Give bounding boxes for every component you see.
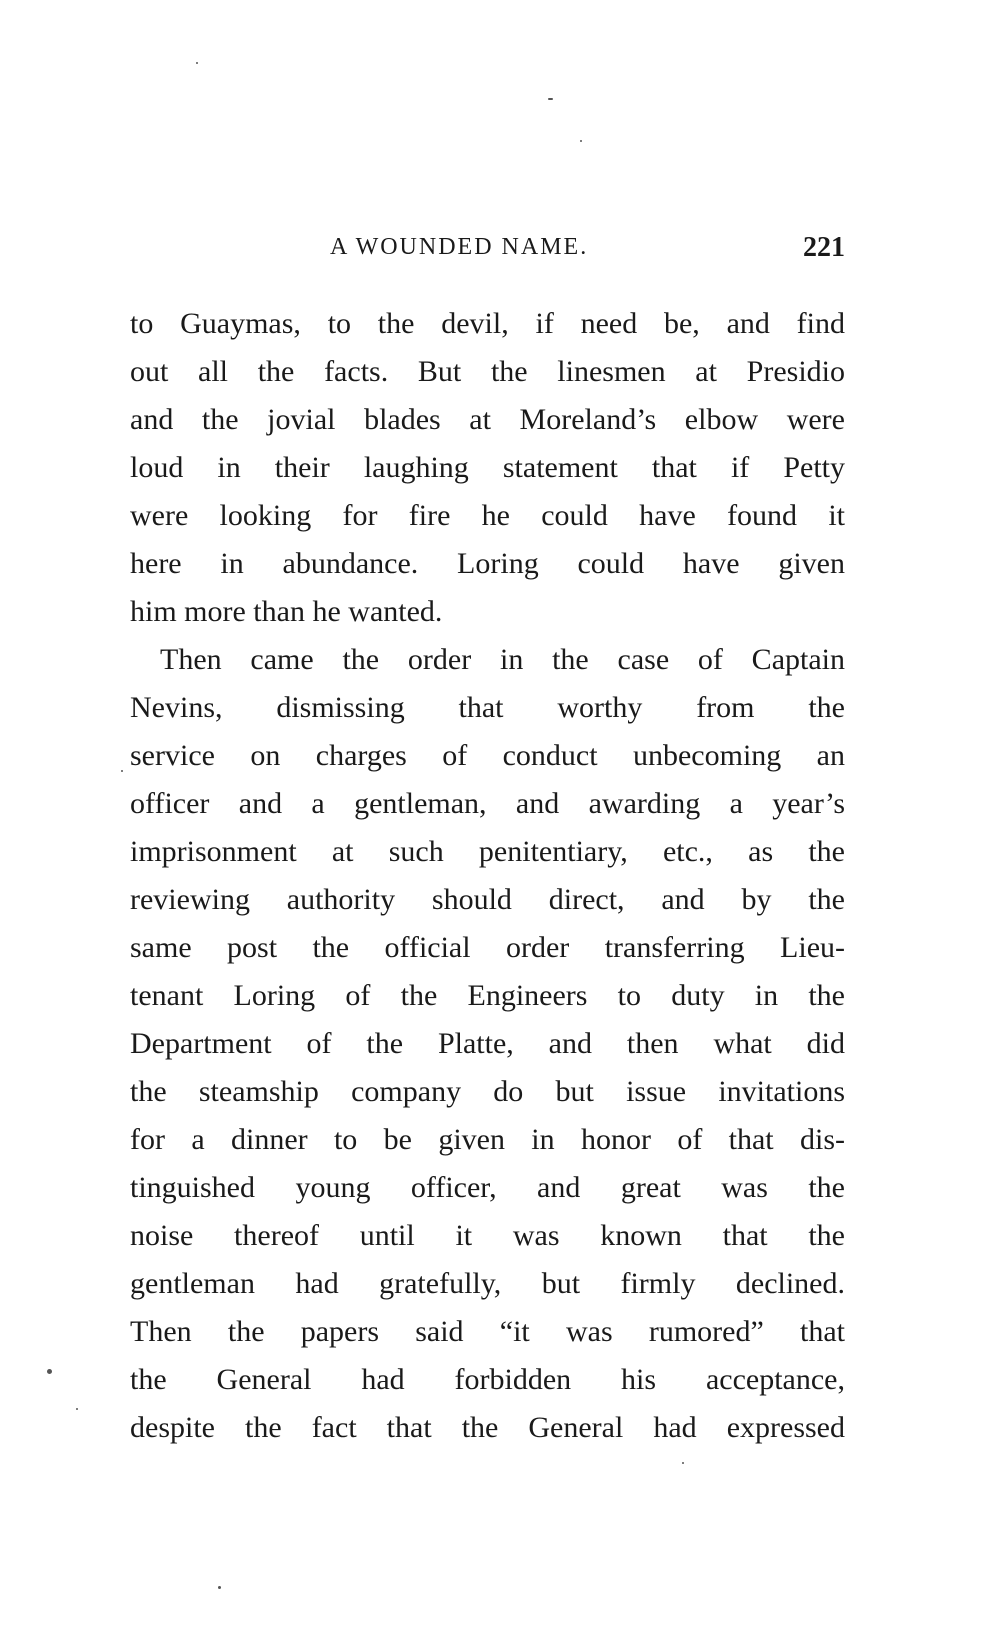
text-line: and the jovial blades at Moreland’s elbow were — [130, 403, 845, 436]
text-line: same post the official order transferring Lieu- — [130, 931, 845, 964]
running-title: A WOUNDED NAME. — [330, 234, 589, 260]
text-line: service on charges of conduct unbecoming an — [130, 739, 845, 772]
scan-speck — [76, 1408, 78, 1410]
text-line: the steamship company do but issue invitations — [130, 1075, 845, 1108]
scan-speck — [682, 1462, 684, 1464]
scan-speck — [218, 1586, 221, 1589]
scan-speck — [580, 140, 582, 142]
text-line: out all the facts. But the linesmen at Presidio — [130, 355, 845, 388]
text-line: were looking for fire he could have found it — [130, 499, 845, 532]
paragraph-start-line: Then came the order in the case of Captain — [160, 643, 845, 676]
body-text — [130, 300, 845, 1452]
text-line: Department of the Platte, and then what did — [130, 1027, 845, 1060]
text-line: Nevins, dismissing that worthy from the — [130, 691, 845, 724]
text-line: to Guaymas, to the devil, if need be, and find — [130, 307, 845, 340]
text-line: tinguished young officer, and great was the — [130, 1171, 845, 1204]
text-line: the General had forbidden his acceptance, — [130, 1363, 845, 1396]
text-line: imprisonment at such penitentiary, etc., as the — [130, 835, 845, 868]
text-line: here in abundance. Loring could have given — [130, 547, 845, 580]
scan-speck — [47, 1369, 52, 1374]
scan-speck — [121, 770, 123, 772]
page-header — [130, 232, 845, 272]
text-line: loud in their laughing statement that if Petty — [130, 451, 845, 484]
text-line: tenant Loring of the Engineers to duty in the — [130, 979, 845, 1012]
scan-speck — [548, 98, 553, 100]
text-line: noise thereof until it was known that the — [130, 1219, 845, 1252]
text-line: him more than he wanted. — [130, 595, 443, 628]
text-line: Then the papers said “it was rumored” that — [130, 1315, 845, 1348]
text-line: gentleman had gratefully, but firmly declined. — [130, 1267, 845, 1300]
text-line: reviewing authority should direct, and by the — [130, 883, 845, 916]
text-line: officer and a gentleman, and awarding a year’s — [130, 787, 845, 820]
text-line: for a dinner to be given in honor of that dis- — [130, 1123, 845, 1156]
scan-speck — [196, 62, 198, 64]
page-number: 221 — [803, 232, 845, 263]
text-line: despite the fact that the General had expressed — [130, 1411, 845, 1444]
